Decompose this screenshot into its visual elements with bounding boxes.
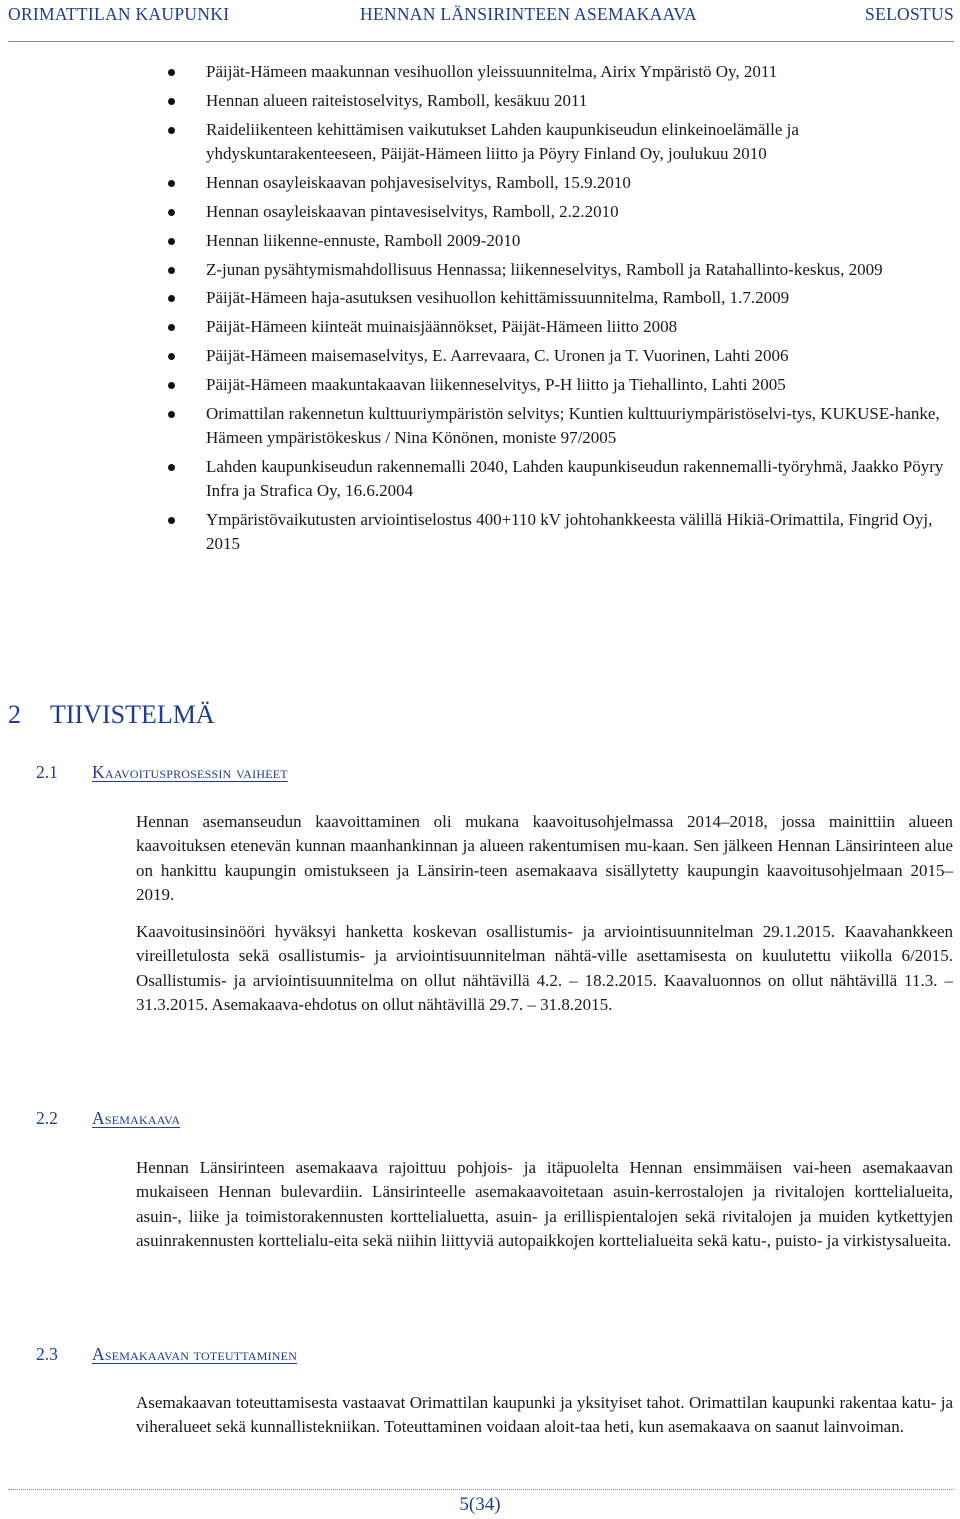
bullet-icon — [168, 353, 175, 360]
page-header — [8, 4, 954, 26]
bullet-icon — [168, 411, 175, 418]
section-2-1-paragraph-2: Kaavoitusinsinööri hyväksyi hanketta koskevan osallistumis- ja arviointisuunnitelman 29.1.2015. Kaavahankkeen vireilletulosta sekä osallistumis- ja arviointisuunnitelman nähtä-ville asettamisesta on kuulutettu viikolla 6/2015. Osallistumis- ja arviointisuunnitelma on ollut nähtävillä 4.2. – 18.2.2015. Kaavaluonnos on ollut nähtävillä 11.3. – 31.3.2015. Asemakaava-ehdotus on ollut nähtävillä 29.7. – 31.8.2015. — [136, 922, 953, 1014]
section-2-1-heading — [36, 762, 288, 783]
bullet-icon — [168, 180, 175, 187]
list-item: Hennan liikenne-ennuste, Ramboll 2009-2010 — [168, 229, 958, 253]
bullet-icon — [168, 464, 175, 471]
list-item: Orimattilan rakennetun kulttuuriympäristön selvitys; Kuntien kulttuuriympäristöselvi-tys, KUKUSE-hanke, Hämeen ympäristökeskus / Nina Könönen, moniste 97/2005 — [168, 402, 958, 450]
bullet-icon — [168, 382, 175, 389]
section-title: Asemakaava — [92, 1108, 181, 1128]
bullet-icon — [168, 267, 175, 274]
section-number: 2.1 — [36, 762, 58, 782]
list-item: Päijät-Hämeen kiinteät muinaisjäännökset, Päijät-Hämeen liitto 2008 — [168, 315, 958, 339]
list-item: Z-junan pysähtymismahdollisuus Hennassa; liikenneselvitys, Ramboll ja Ratahallinto-keskus, 2009 — [168, 258, 958, 282]
bullet-icon — [168, 98, 175, 105]
bullet-icon — [168, 69, 175, 76]
reference-list — [168, 60, 958, 561]
bullet-icon — [168, 238, 175, 245]
section-title: Kaavoitusprosessin vaiheet — [92, 762, 288, 782]
list-item: Hennan osayleiskaavan pintavesiselvitys, Ramboll, 2.2.2010 — [168, 200, 958, 224]
list-item: Raideliikenteen kehittämisen vaikutukset Lahden kaupunkiseudun elinkeinoelämälle ja yhdyskuntarakenteeseen, Päijät-Hämeen liitto ja Pöyry Finland Oy, joulukuu 2010 — [168, 118, 958, 166]
section-2-heading — [8, 700, 215, 730]
section-2-2-paragraph: Hennan Länsirinteen asemakaava rajoittuu pohjois- ja itäpuolelta Hennan ensimmäisen vai-heen asemakaavan mukaiseen Hennan bulevardiin. Länsirinteelle asemakaavoitetaan asuin-kerrostalojen ja rivitalojen korttelialueita, asuin-, liike ja toimistorakennusten korttelialuetta, asuin- ja erillispientalojen sekä rivitalojen ja muiden kytkettyjen asuinrakennusten korttelialu-eita sekä niihin liittyviä autopaikkojen korttelialueita sekä katu-, puisto- ja virkistysalueita. — [136, 1158, 953, 1250]
page-number: 5(34) — [459, 1494, 501, 1515]
footer-divider — [8, 1489, 954, 1490]
bullet-icon — [168, 127, 175, 134]
list-item: Ympäristövaikutusten arviointiselostus 400+110 kV johtohankkeesta välillä Hikiä-Orimattila, Fingrid Oyj, 2015 — [168, 508, 958, 556]
section-2-3-paragraph: Asemakaavan toteuttamisesta vastaavat Orimattilan kaupunki ja yksityiset tahot. Orimattilan kaupunki rakentaa katu- ja viheralueet sekä kunnallistekniikan. Toteuttaminen voidaan aloit-taa heti, kun asemakaava on saanut lainvoiman. — [136, 1393, 953, 1437]
header-divider — [8, 41, 954, 42]
header-document-type: SELOSTUS — [865, 4, 954, 24]
section-number: 2.2 — [36, 1108, 58, 1128]
list-item: Päijät-Hämeen maisemaselvitys, E. Aarrevaara, C. Uronen ja T. Vuorinen, Lahti 2006 — [168, 344, 958, 368]
header-document-title: HENNAN LÄNSIRINTEEN ASEMAKAAVA — [360, 4, 697, 24]
bullet-icon — [168, 295, 175, 302]
list-item: Päijät-Hämeen maakunnan vesihuollon yleissuunnitelma, Airix Ympäristö Oy, 2011 — [168, 60, 958, 84]
section-title: Asemakaavan toteuttaminen — [92, 1344, 298, 1364]
section-number: 2 — [8, 700, 21, 729]
section-title: TIIVISTELMÄ — [50, 700, 215, 729]
bullet-icon — [168, 209, 175, 216]
section-2-3-heading — [36, 1344, 297, 1365]
list-item: Päijät-Hämeen haja-asutuksen vesihuollon kehittämissuunnitelma, Ramboll, 1.7.2009 — [168, 286, 958, 310]
list-item: Hennan alueen raiteistoselvitys, Ramboll, kesäkuu 2011 — [168, 89, 958, 113]
section-2-1-paragraph-1: Hennan asemanseudun kaavoittaminen oli mukana kaavoitusohjelmassa 2014–2018, jossa mainittiin alueen kaavoituksen etenevän kunnan maanhankinnan ja alueen rakentumisen mu-kaan. Sen jälkeen Hennan Länsirinteen alue on hankittu kaupungin omistukseen ja Länsirin-teen asemakaava sisällytetty kaupungin kaavoitusohjelmaan 2015–2019. — [136, 812, 953, 904]
list-item: Lahden kaupunkiseudun rakennemalli 2040, Lahden kaupunkiseudun rakennemalli-työryhmä, Jaakko Pöyry Infra ja Strafica Oy, 16.6.2004 — [168, 455, 958, 503]
bullet-icon — [168, 517, 175, 524]
section-2-2-heading — [36, 1108, 180, 1129]
list-item: Hennan osayleiskaavan pohjavesiselvitys, Ramboll, 15.9.2010 — [168, 171, 958, 195]
section-number: 2.3 — [36, 1344, 58, 1364]
bullet-icon — [168, 324, 175, 331]
list-item: Päijät-Hämeen maakuntakaavan liikenneselvitys, P-H liitto ja Tiehallinto, Lahti 2005 — [168, 373, 958, 397]
header-organization: ORIMATTILAN KAUPUNKI — [8, 4, 230, 24]
